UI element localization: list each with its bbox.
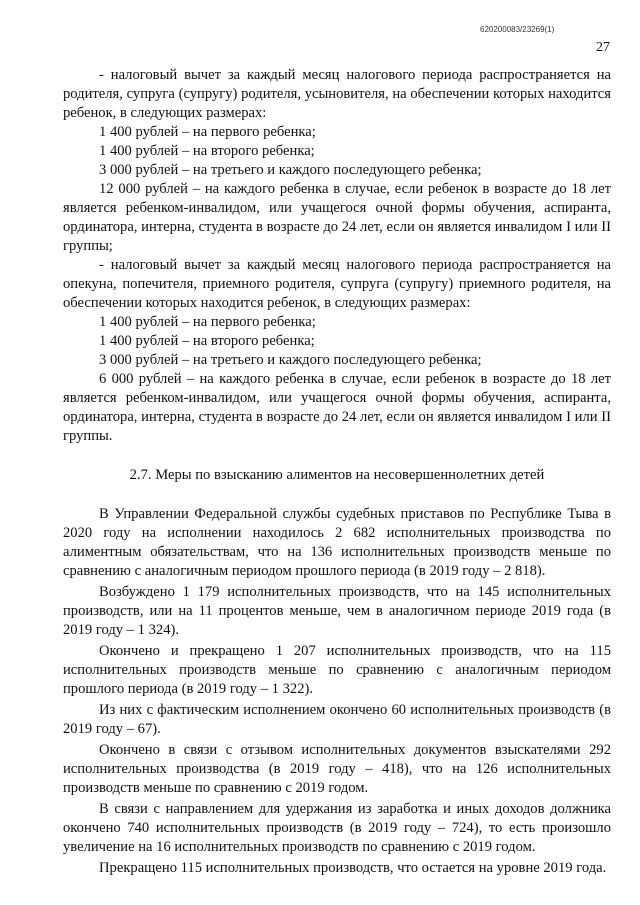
paragraph: 1 400 рублей – на первого ребенка;	[99, 314, 316, 330]
paragraph: Окончено в связи с отзывом исполнительных документов взыскателями 292 исполнительных производства (в 2019 году – 418), что на 126 исполнительных производств меньше по сравнению с 2019 годом.	[63, 742, 611, 796]
paragraph: 12 000 рублей – на каждого ребенка в случае, если ребенок в возрасте до 18 лет является ребенком-инвалидом, или учащегося очной формы обучения, аспиранта, ординатора, интерна, студента в возрасте до 24 лет, если он является инвалидом I или II группы;	[63, 181, 611, 254]
paragraph: 1 400 рублей – на второго ребенка;	[99, 333, 315, 349]
paragraph: 6 000 рублей – на каждого ребенка в случае, если ребенок в возрасте до 18 лет является ребенком-инвалидом, или учащегося очной формы обучения, аспиранта, ординатора, интерна, студента в возрасте до 24 лет, если он является инвалидом I или II группы.	[63, 371, 611, 444]
paragraph: В Управлении Федеральной службы судебных приставов по Республике Тыва в 2020 году на исполнении находилось 2 682 исполнительных производства по алиментным обязательствам, что на 136 исполнительных производств меньше по сравнению с аналогичным периодом прошлого периода (в 2019 году – 2 818).	[63, 506, 611, 579]
paragraph: Из них с фактическим исполнением окончено 60 исполнительных производств (в 2019 году – 67).	[63, 702, 611, 737]
paragraph: - налоговый вычет за каждый месяц налогового периода распространяется на родителя, супруга (супругу) родителя, усыновителя, на обеспечении которых находится ребенок, в следующих размерах:	[63, 67, 611, 121]
paragraph: В связи с направлением для удержания из заработка и иных доходов должника окончено 740 исполнительных производств (в 2019 году – 724), то есть произошло увеличение на 16 исполнительных производств по сравнению с 2019 годом.	[63, 801, 611, 855]
paragraph: 3 000 рублей – на третьего и каждого последующего ребенка;	[99, 352, 482, 368]
document-body	[63, 66, 611, 878]
paragraph: 3 000 рублей – на третьего и каждого последующего ребенка;	[99, 162, 482, 178]
section-heading: 2.7. Меры по взысканию алиментов на несовершеннолетних детей	[129, 467, 545, 483]
paragraph: Возбуждено 1 179 исполнительных производств, что на 145 исполнительных производств, или на 11 процентов меньше, чем в аналогичном периоде 2019 года (в 2019 году – 1 324).	[63, 584, 611, 638]
paragraph: 1 400 рублей – на первого ребенка;	[99, 124, 316, 140]
paragraph: - налоговый вычет за каждый месяц налогового периода распространяется на опекуна, попечителя, приемного родителя, супруга (супругу) приемного родителя, на обеспечении которых находится ребенок, в следующих размерах:	[63, 257, 611, 311]
document-code: 620200083/23269(1)	[480, 25, 555, 34]
page-number: 27	[596, 40, 610, 55]
paragraph: 1 400 рублей – на второго ребенка;	[99, 143, 315, 159]
paragraph: Окончено и прекращено 1 207 исполнительных производств, что на 115 исполнительных производств меньше по сравнению с аналогичным периодом прошлого периода (в 2019 году – 1 322).	[63, 643, 611, 697]
paragraph: Прекращено 115 исполнительных производств, что остается на уровне 2019 года.	[99, 860, 607, 876]
